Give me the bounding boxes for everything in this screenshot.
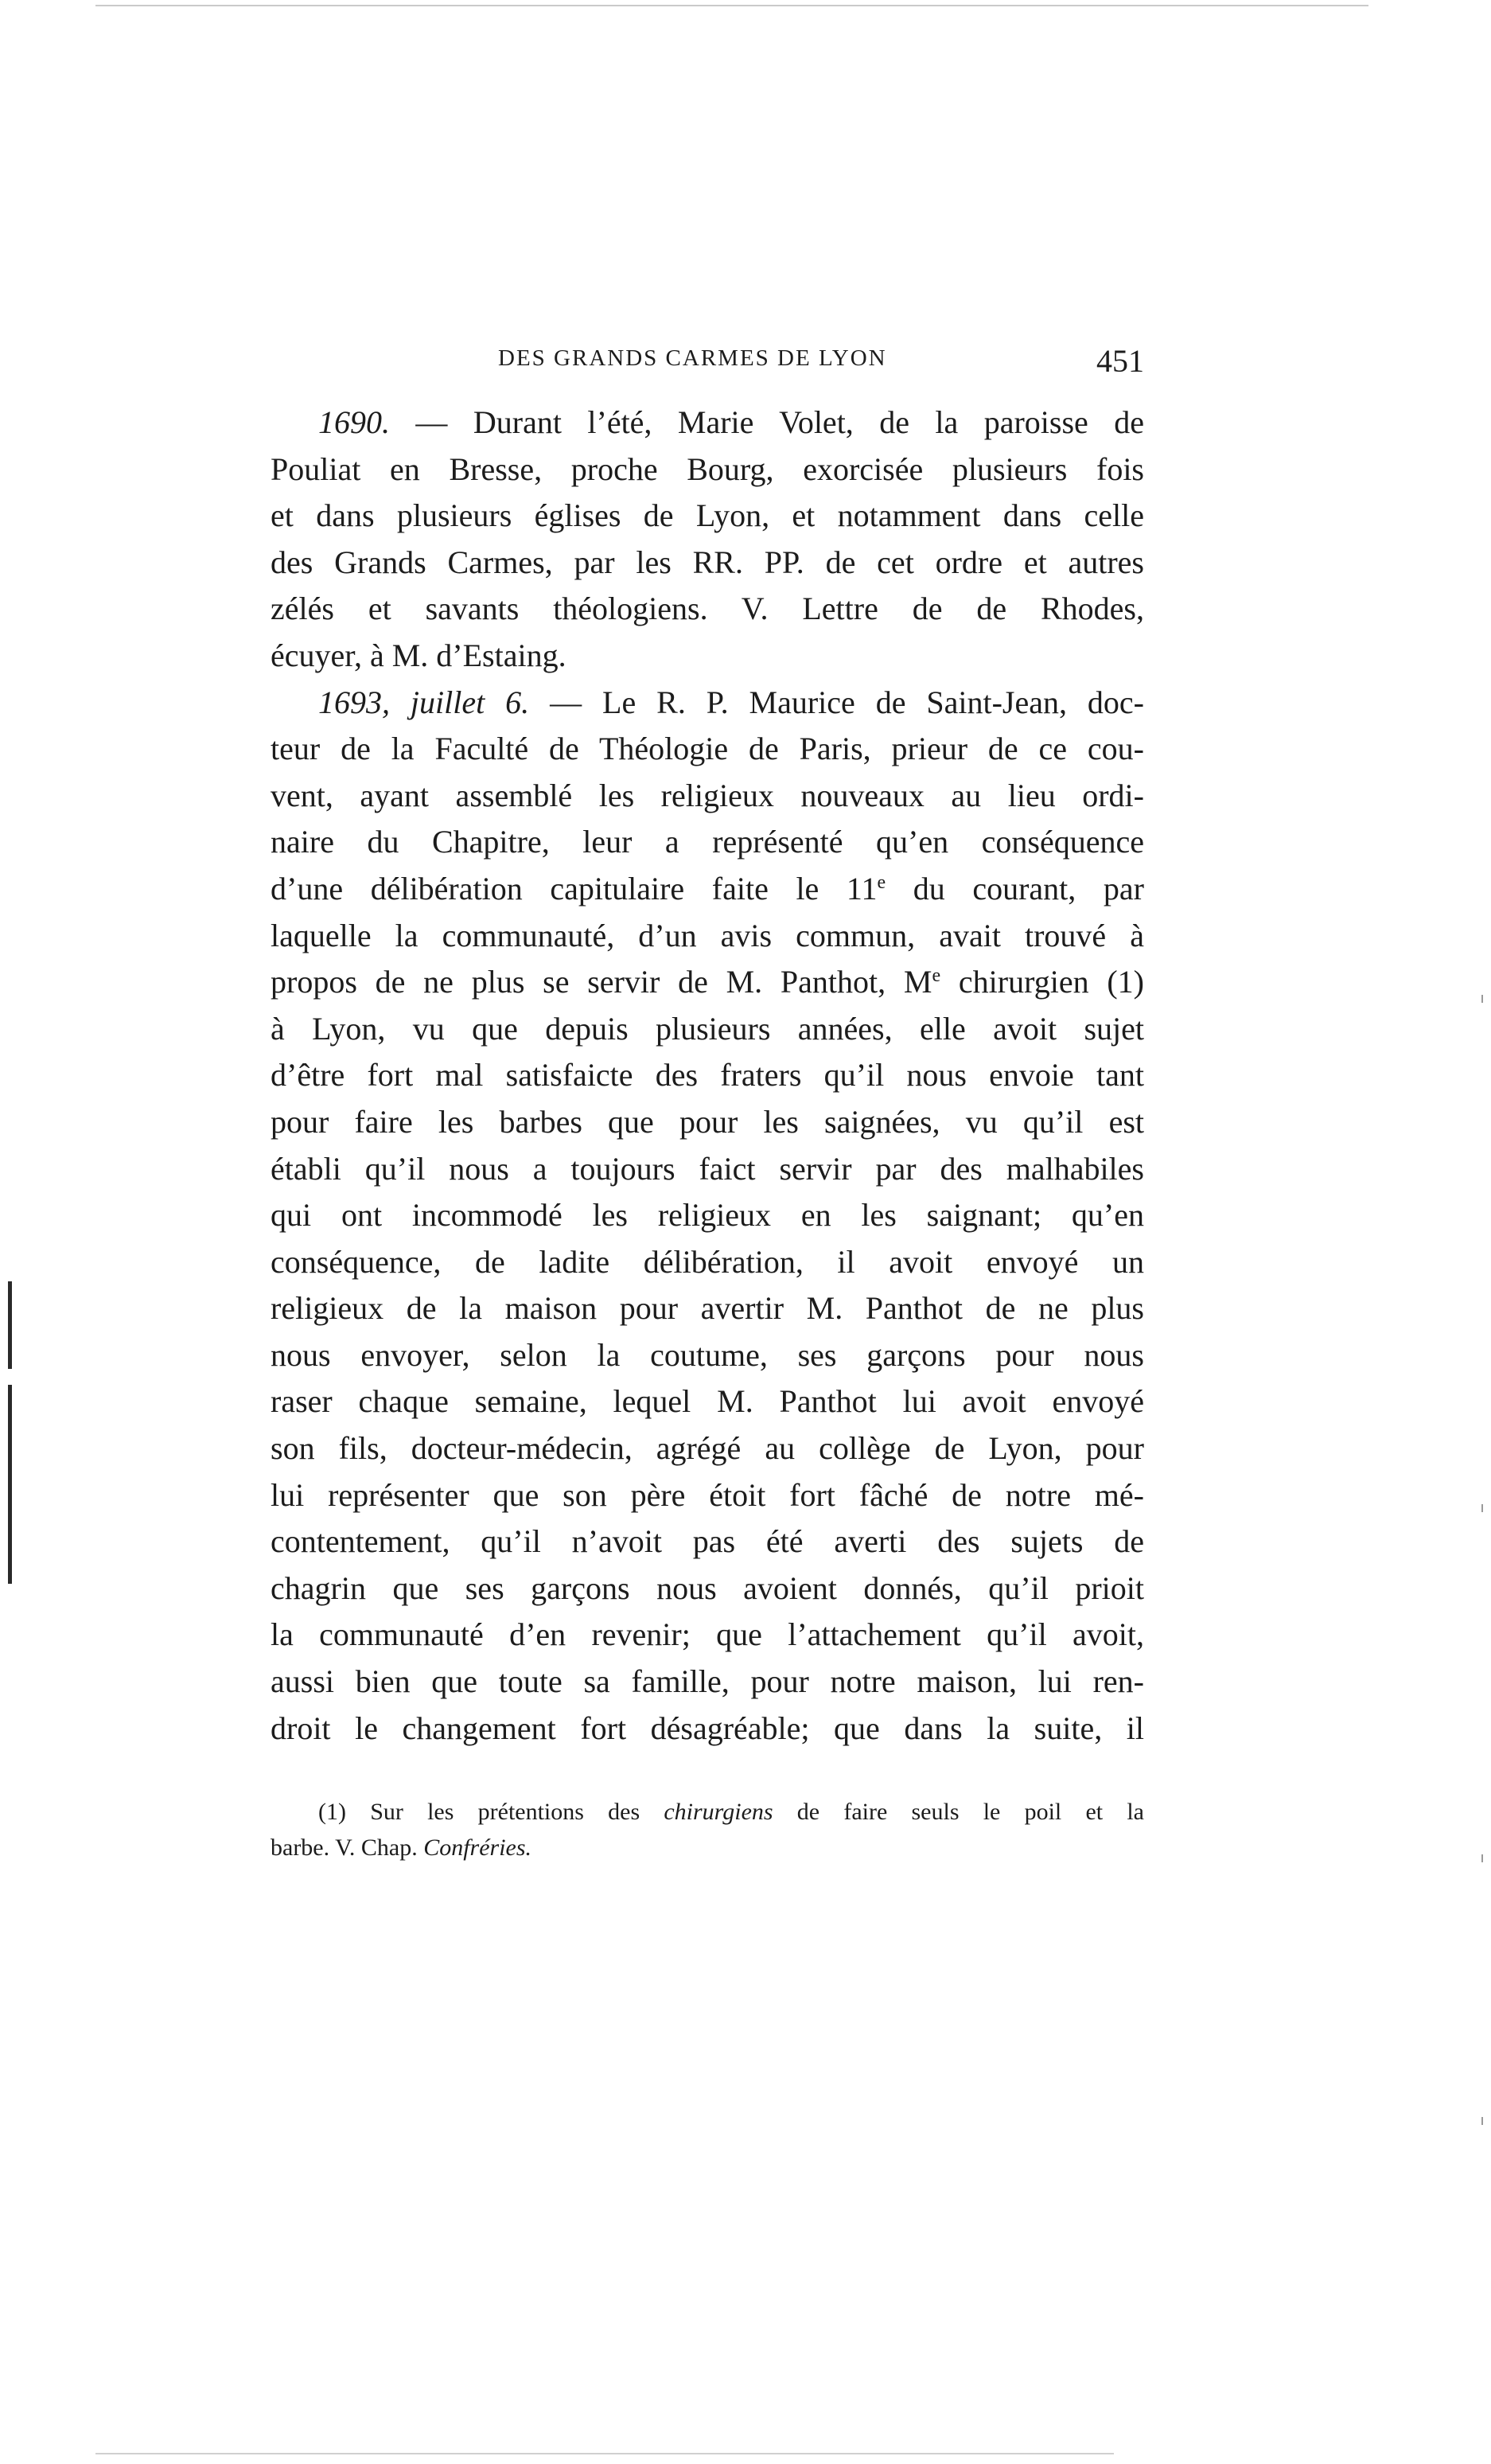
- text-line: établi qu’il nous a toujours faict servir par des malhabiles: [271, 1150, 1144, 1187]
- text-line: qui ont incommodé les religieux en les saignant; qu’en: [271, 1197, 1144, 1234]
- text-line: chagrin que ses garçons nous avoient donnés, qu’il prioit: [271, 1569, 1144, 1606]
- text-line: d’une délibération capitulaire faite le 11e du courant, par: [271, 870, 1144, 906]
- entry-date: 1690.: [318, 404, 390, 440]
- text-line: laquelle la communauté, d’un avis commun, avait trouvé à: [271, 917, 1144, 953]
- footnote: [271, 1794, 1144, 1866]
- scan-dot: [1481, 995, 1483, 1003]
- text-line: à Lyon, vu que depuis plusieurs années, elle avoit sujet: [271, 1010, 1144, 1047]
- footnote-line: (1) Sur les prétentions des chirurgiens de faire seuls le poil et la: [318, 1799, 1144, 1825]
- scan-dot: [1481, 1854, 1483, 1862]
- text-line: aussi bien que toute sa famille, pour notre maison, lui ren-: [271, 1663, 1144, 1700]
- text-line: droit le changement fort désagréable; que dans la suite, il: [271, 1710, 1144, 1746]
- text-line: d’être fort mal satisfaicte des fraters qu’il nous envoie tant: [271, 1057, 1144, 1094]
- text-line: raser chaque semaine, lequel M. Panthot lui avoit envoyé: [271, 1383, 1144, 1420]
- text-line: nous envoyer, selon la coutume, ses garçons pour nous: [271, 1336, 1144, 1373]
- scan-edge-top: [95, 5, 1368, 6]
- page-number: 451: [1096, 343, 1144, 379]
- footnote-line: barbe. V. Chap. Confréries.: [271, 1834, 532, 1861]
- running-head: [271, 339, 1144, 387]
- scan-margin-mark: [8, 1281, 12, 1369]
- text-line: la communauté d’en revenir; que l’attachement qu’il avoit,: [271, 1616, 1144, 1653]
- text-line: contentement, qu’il n’avoit pas été averti des sujets de: [271, 1523, 1144, 1560]
- entry-1690-line: 1690. — Durant l’été, Marie Volet, de la paroisse de: [318, 404, 1144, 440]
- running-title: DES GRANDS CARMES DE LYON: [498, 345, 887, 371]
- scan-margin-mark: [8, 1385, 12, 1584]
- footnote-italic: Confréries.: [423, 1834, 532, 1861]
- text-line: des Grands Carmes, par les RR. PP. de cet ordre et autres: [271, 544, 1144, 580]
- footnote-italic: chirurgiens: [664, 1799, 773, 1825]
- scan-dot: [1481, 1504, 1483, 1512]
- body-text: [271, 400, 1144, 1752]
- text-line: conséquence, de ladite délibération, il avoit envoyé un: [271, 1243, 1144, 1280]
- text-line: teur de la Faculté de Théologie de Paris, prieur de ce cou-: [271, 731, 1144, 767]
- text-line: écuyer, à M. d’Estaing.: [271, 637, 566, 673]
- text-line: zélés et savants théologiens. V. Lettre de de Rhodes,: [271, 591, 1144, 627]
- text-line: Pouliat en Bresse, proche Bourg, exorcisée plusieurs fois: [271, 450, 1144, 487]
- text-line: pour faire les barbes que pour les saignées, vu qu’il est: [271, 1103, 1144, 1140]
- text-line: vent, ayant assemblé les religieux nouveaux au lieu ordi-: [271, 777, 1144, 813]
- text-line: son fils, docteur-médecin, agrégé au collège de Lyon, pour: [271, 1430, 1144, 1467]
- superscript: e: [877, 871, 886, 893]
- text-line: et dans plusieurs églises de Lyon, et notamment dans celle: [271, 497, 1144, 534]
- entry-1693-line: 1693, juillet 6. — Le R. P. Maurice de Saint-Jean, doc-: [318, 684, 1145, 720]
- text-line: religieux de la maison pour avertir M. Panthot de ne plus: [271, 1290, 1144, 1327]
- entry-date: 1693, juillet 6.: [318, 684, 530, 720]
- superscript: e: [932, 965, 941, 987]
- scan-dot: [1481, 2117, 1483, 2125]
- text-line: propos de ne plus se servir de M. Panthot, Me chirurgien (1): [271, 964, 1144, 1000]
- text-line: naire du Chapitre, leur a représenté qu’en conséquence: [271, 824, 1144, 860]
- scan-edge-bottom: [95, 2453, 1114, 2454]
- text-line: lui représenter que son père étoit fort fâché de notre mé-: [271, 1476, 1144, 1513]
